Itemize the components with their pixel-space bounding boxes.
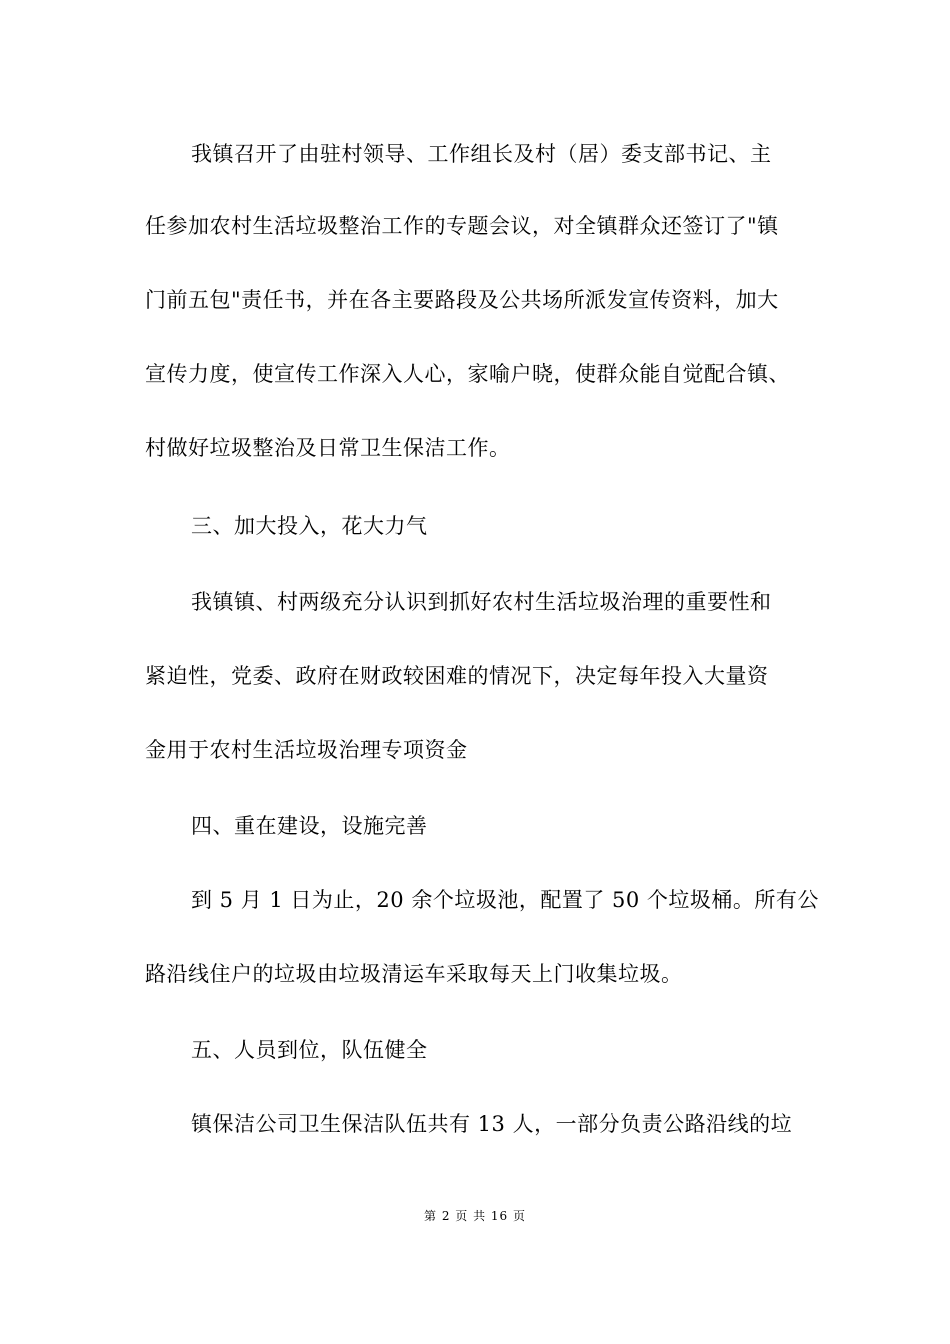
paragraph-1-line-3: 门前五包"责任书，并在各主要路段及公共场所派发宣传资料，加大: [145, 288, 779, 312]
paragraph-4-line-1: 镇保洁公司卫生保洁队伍共有 13 人，一部分负责公路沿线的垃: [191, 1112, 793, 1136]
paragraph-2-line-3: 金用于农村生活垃圾治理专项资金: [145, 738, 468, 762]
paragraph-1-line-5: 村做好垃圾整治及日常卫生保洁工作。: [145, 436, 511, 460]
paragraph-1-line-1: 我镇召开了由驻村领导、工作组长及村（居）委支部书记、主: [191, 142, 772, 166]
paragraph-3-line-1: 到 5 月 1 日为止，20 余个垃圾池，配置了 50 个垃圾桶。所有公: [191, 888, 819, 912]
section-heading-5: 五、人员到位，队伍健全: [191, 1038, 428, 1062]
paragraph-1-line-4: 宣传力度，使宣传工作深入人心，家喻户晓，使群众能自觉配合镇、: [145, 362, 790, 386]
paragraph-2-line-2: 紧迫性，党委、政府在财政较困难的情况下，决定每年投入大量资: [145, 664, 769, 688]
paragraph-3-line-2: 路沿线住户的垃圾由垃圾清运车采取每天上门收集垃圾。: [145, 962, 683, 986]
paragraph-2-line-1: 我镇镇、村两级充分认识到抓好农村生活垃圾治理的重要性和: [191, 590, 772, 614]
section-heading-3: 三、加大投入，花大力气: [191, 514, 428, 538]
page-footer: 第 2 页 共 16 页: [424, 1209, 526, 1223]
section-heading-4: 四、重在建设，设施完善: [191, 814, 428, 838]
paragraph-1-line-2: 任参加农村生活垃圾整治工作的专题会议，对全镇群众还签订了"镇: [145, 214, 779, 238]
